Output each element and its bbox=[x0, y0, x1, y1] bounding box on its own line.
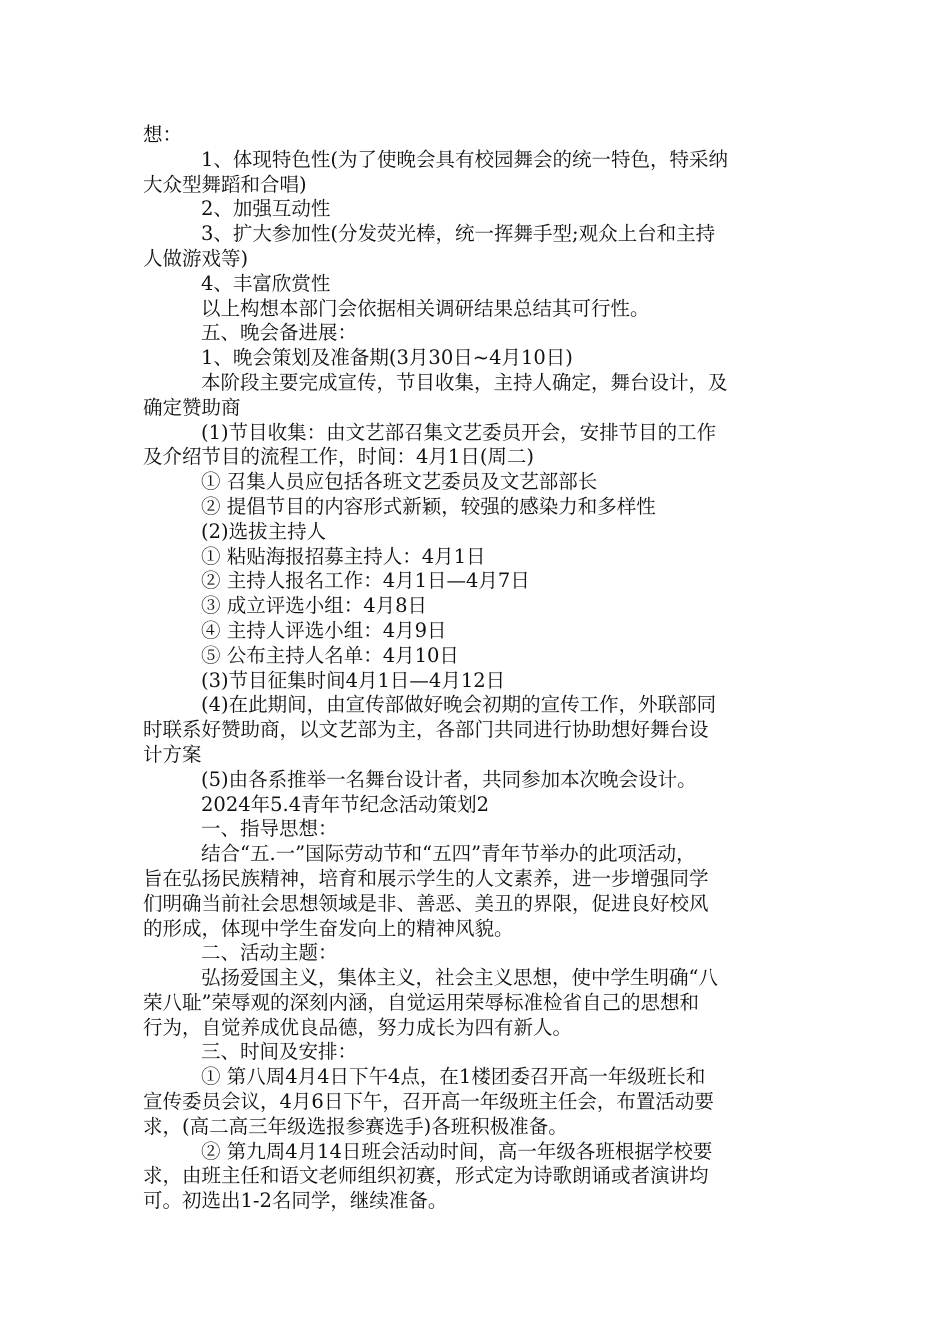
text-line: 1、体现特色性(为了使晚会具有校园舞会的统一特色，特采纳 bbox=[201, 147, 729, 171]
text-line: ① 召集人员应包括各班文艺委员及文艺部部长 bbox=[201, 470, 598, 494]
text-line: ③ 成立评选小组：4月8日 bbox=[201, 594, 428, 618]
text-line: (4)在此期间，由宣传部做好晚会初期的宣传工作，外联部同 bbox=[201, 693, 717, 717]
text-line: (5)由各系推举一名舞台设计者，共同参加本次晚会设计。 bbox=[201, 767, 697, 791]
text-line: ④ 主持人评选小组：4月9日 bbox=[201, 618, 447, 642]
text-line: 3、扩大参加性(分发荧光棒，统一挥舞手型;观众上台和主持 bbox=[201, 222, 716, 246]
text-line: ② 第九周4月14日班会活动时间，高一年级各班根据学校要 bbox=[201, 1139, 713, 1163]
text-line: ② 主持人报名工作：4月1日—4月7日 bbox=[201, 569, 530, 593]
text-line: 大众型舞蹈和合唱) bbox=[143, 172, 307, 196]
text-line: ② 提倡节目的内容形式新颖，较强的感染力和多样性 bbox=[201, 494, 656, 518]
text-line: ① 粘贴海报招募主持人：4月1日 bbox=[201, 544, 486, 568]
text-line: 弘扬爱国主义，集体主义，社会主义思想，使中学生明确“八 bbox=[201, 966, 718, 990]
text-line: 宣传委员会议，4月6日下午，召开高一年级班主任会，布置活动要 bbox=[143, 1090, 714, 1114]
text-line: 的形成，体现中学生奋发向上的精神风貌。 bbox=[143, 916, 514, 940]
text-line: 行为，自觉养成优良品德，努力成长为四有新人。 bbox=[143, 1015, 573, 1039]
text-line: 2、加强互动性 bbox=[201, 197, 331, 221]
text-line: 计方案 bbox=[143, 742, 202, 766]
text-line: 求，由班主任和语文老师组织初赛，形式定为诗歌朗诵或者演讲均 bbox=[143, 1164, 709, 1188]
text-line: 五、晚会备进展： bbox=[201, 321, 358, 345]
text-line: 荣八耻”荣辱观的深刻内涵，自觉运用荣辱标准检省自己的思想和 bbox=[143, 990, 699, 1014]
text-line: 及介绍节目的流程工作，时间：4月1日(周二) bbox=[143, 445, 535, 469]
text-line: 结合“五.一”国际劳动节和“五四”青年节举办的此项活动， bbox=[201, 842, 696, 866]
text-line: 确定赞助商 bbox=[143, 395, 241, 419]
text-line: 本阶段主要完成宣传，节目收集，主持人确定，舞台设计，及 bbox=[201, 370, 728, 394]
text-line: 想： bbox=[143, 123, 183, 146]
text-line: 以上构想本部门会依据相关调研结果总结其可行性。 bbox=[201, 296, 650, 320]
text-line: (3)节目征集时间4月1日—4月12日 bbox=[201, 668, 506, 692]
text-line: 求，(高二高三年级选报参赛选手)各班积极准备。 bbox=[143, 1114, 568, 1138]
text-line: (1)节目收集：由文艺部召集文艺委员开会，安排节目的工作 bbox=[201, 420, 717, 444]
document-body bbox=[143, 123, 813, 1214]
text-line: ① 第八周4月4日下午4点，在1楼团委召开高一年级班长和 bbox=[201, 1065, 706, 1089]
text-line: 时联系好赞助商，以文艺部为主，各部门共同进行协助想好舞台设 bbox=[143, 718, 709, 742]
text-line: 可。初选出1-2名同学，继续准备。 bbox=[143, 1189, 448, 1213]
text-line: 一、指导思想： bbox=[201, 817, 338, 841]
text-line: 4、丰富欣赏性 bbox=[201, 271, 331, 295]
text-line: ⑤ 公布主持人名单：4月10日 bbox=[201, 643, 459, 667]
text-line: 人做游戏等) bbox=[143, 246, 249, 270]
text-line: 二、活动主题： bbox=[201, 941, 338, 965]
text-line: (2)选拔主持人 bbox=[201, 519, 327, 543]
text-line: 1、晚会策划及准备期(3月30日~4月10日) bbox=[201, 346, 573, 370]
text-line: 们明确当前社会思想领域是非、善恶、美丑的界限，促进良好校风 bbox=[143, 891, 709, 915]
text-line: 2024年5.4青年节纪念活动策划2 bbox=[201, 792, 490, 816]
text-line: 旨在弘扬民族精神，培育和展示学生的人文素养，进一步增强同学 bbox=[143, 866, 709, 890]
text-line: 三、时间及安排： bbox=[201, 1040, 358, 1064]
